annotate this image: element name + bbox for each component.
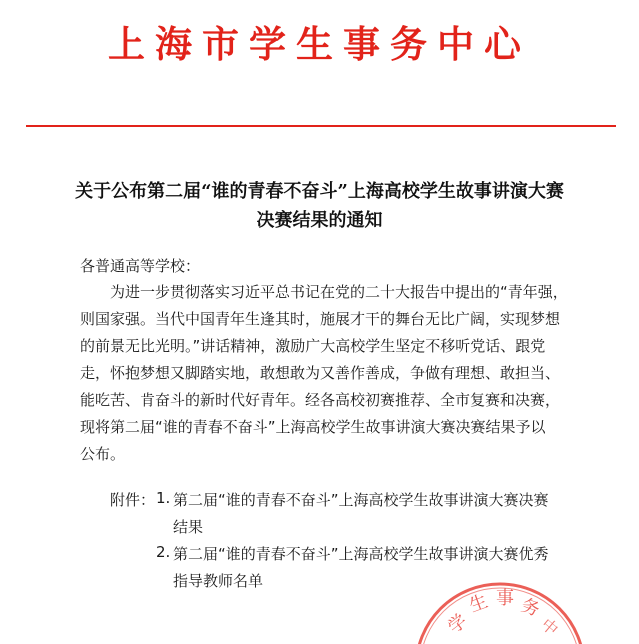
salutation: 各普通高等学校： bbox=[80, 257, 201, 275]
paragraph-line: 公布。 bbox=[80, 445, 126, 463]
organization-header: 上海市学生事务中心 bbox=[108, 22, 531, 66]
attachment-title-continued: 结果 bbox=[173, 518, 204, 536]
paragraph-line: 能吃苦、肯奋斗的新时代好青年。经各高校初赛推荐、全市复赛和决赛， bbox=[80, 391, 561, 409]
svg-text:生: 生 bbox=[466, 590, 491, 617]
paragraph-line: 的前景无比光明。”讲话精神，激励广大高校学生坚定不移听党话、跟党 bbox=[80, 337, 546, 355]
attachment-number: 1. bbox=[156, 489, 171, 507]
attachment-title-continued: 指导教师名单 bbox=[173, 572, 264, 590]
header-divider bbox=[26, 125, 616, 127]
paragraph-line: 为进一步贯彻落实习近平总书记在党的二十大报告中提出的“青年强， bbox=[80, 283, 568, 301]
attachment-title: 第二届“谁的青春不奋斗”上海高校学生故事讲演大赛优秀 bbox=[173, 545, 549, 563]
attachment-number: 2. bbox=[156, 543, 171, 561]
svg-text:学: 学 bbox=[444, 610, 472, 638]
svg-text:务: 务 bbox=[518, 594, 543, 621]
paragraph-line: 现将第二届“谁的青春不奋斗”上海高校学生故事讲演大赛决赛结果予以 bbox=[80, 418, 546, 436]
attachment-title: 第二届“谁的青春不奋斗”上海高校学生故事讲演大赛决赛 bbox=[173, 491, 549, 509]
attachments-label: 附件： bbox=[110, 491, 156, 509]
svg-text:中: 中 bbox=[537, 614, 562, 640]
paragraph-line: 走，怀抱梦想又脚踏实地，敢想敢为又善作善成，争做有理想、敢担当、 bbox=[80, 364, 561, 382]
notice-title-line-1: 关于公布第二届“谁的青春不奋斗”上海高校学生故事讲演大赛 bbox=[75, 181, 564, 202]
notice-title-line-2: 决赛结果的通知 bbox=[256, 210, 383, 231]
svg-text:事: 事 bbox=[496, 588, 514, 609]
official-seal bbox=[410, 570, 590, 644]
paragraph-line: 则国家强。当代中国青年生逢其时，施展才干的舞台无比广阔，实现梦想 bbox=[80, 310, 561, 328]
